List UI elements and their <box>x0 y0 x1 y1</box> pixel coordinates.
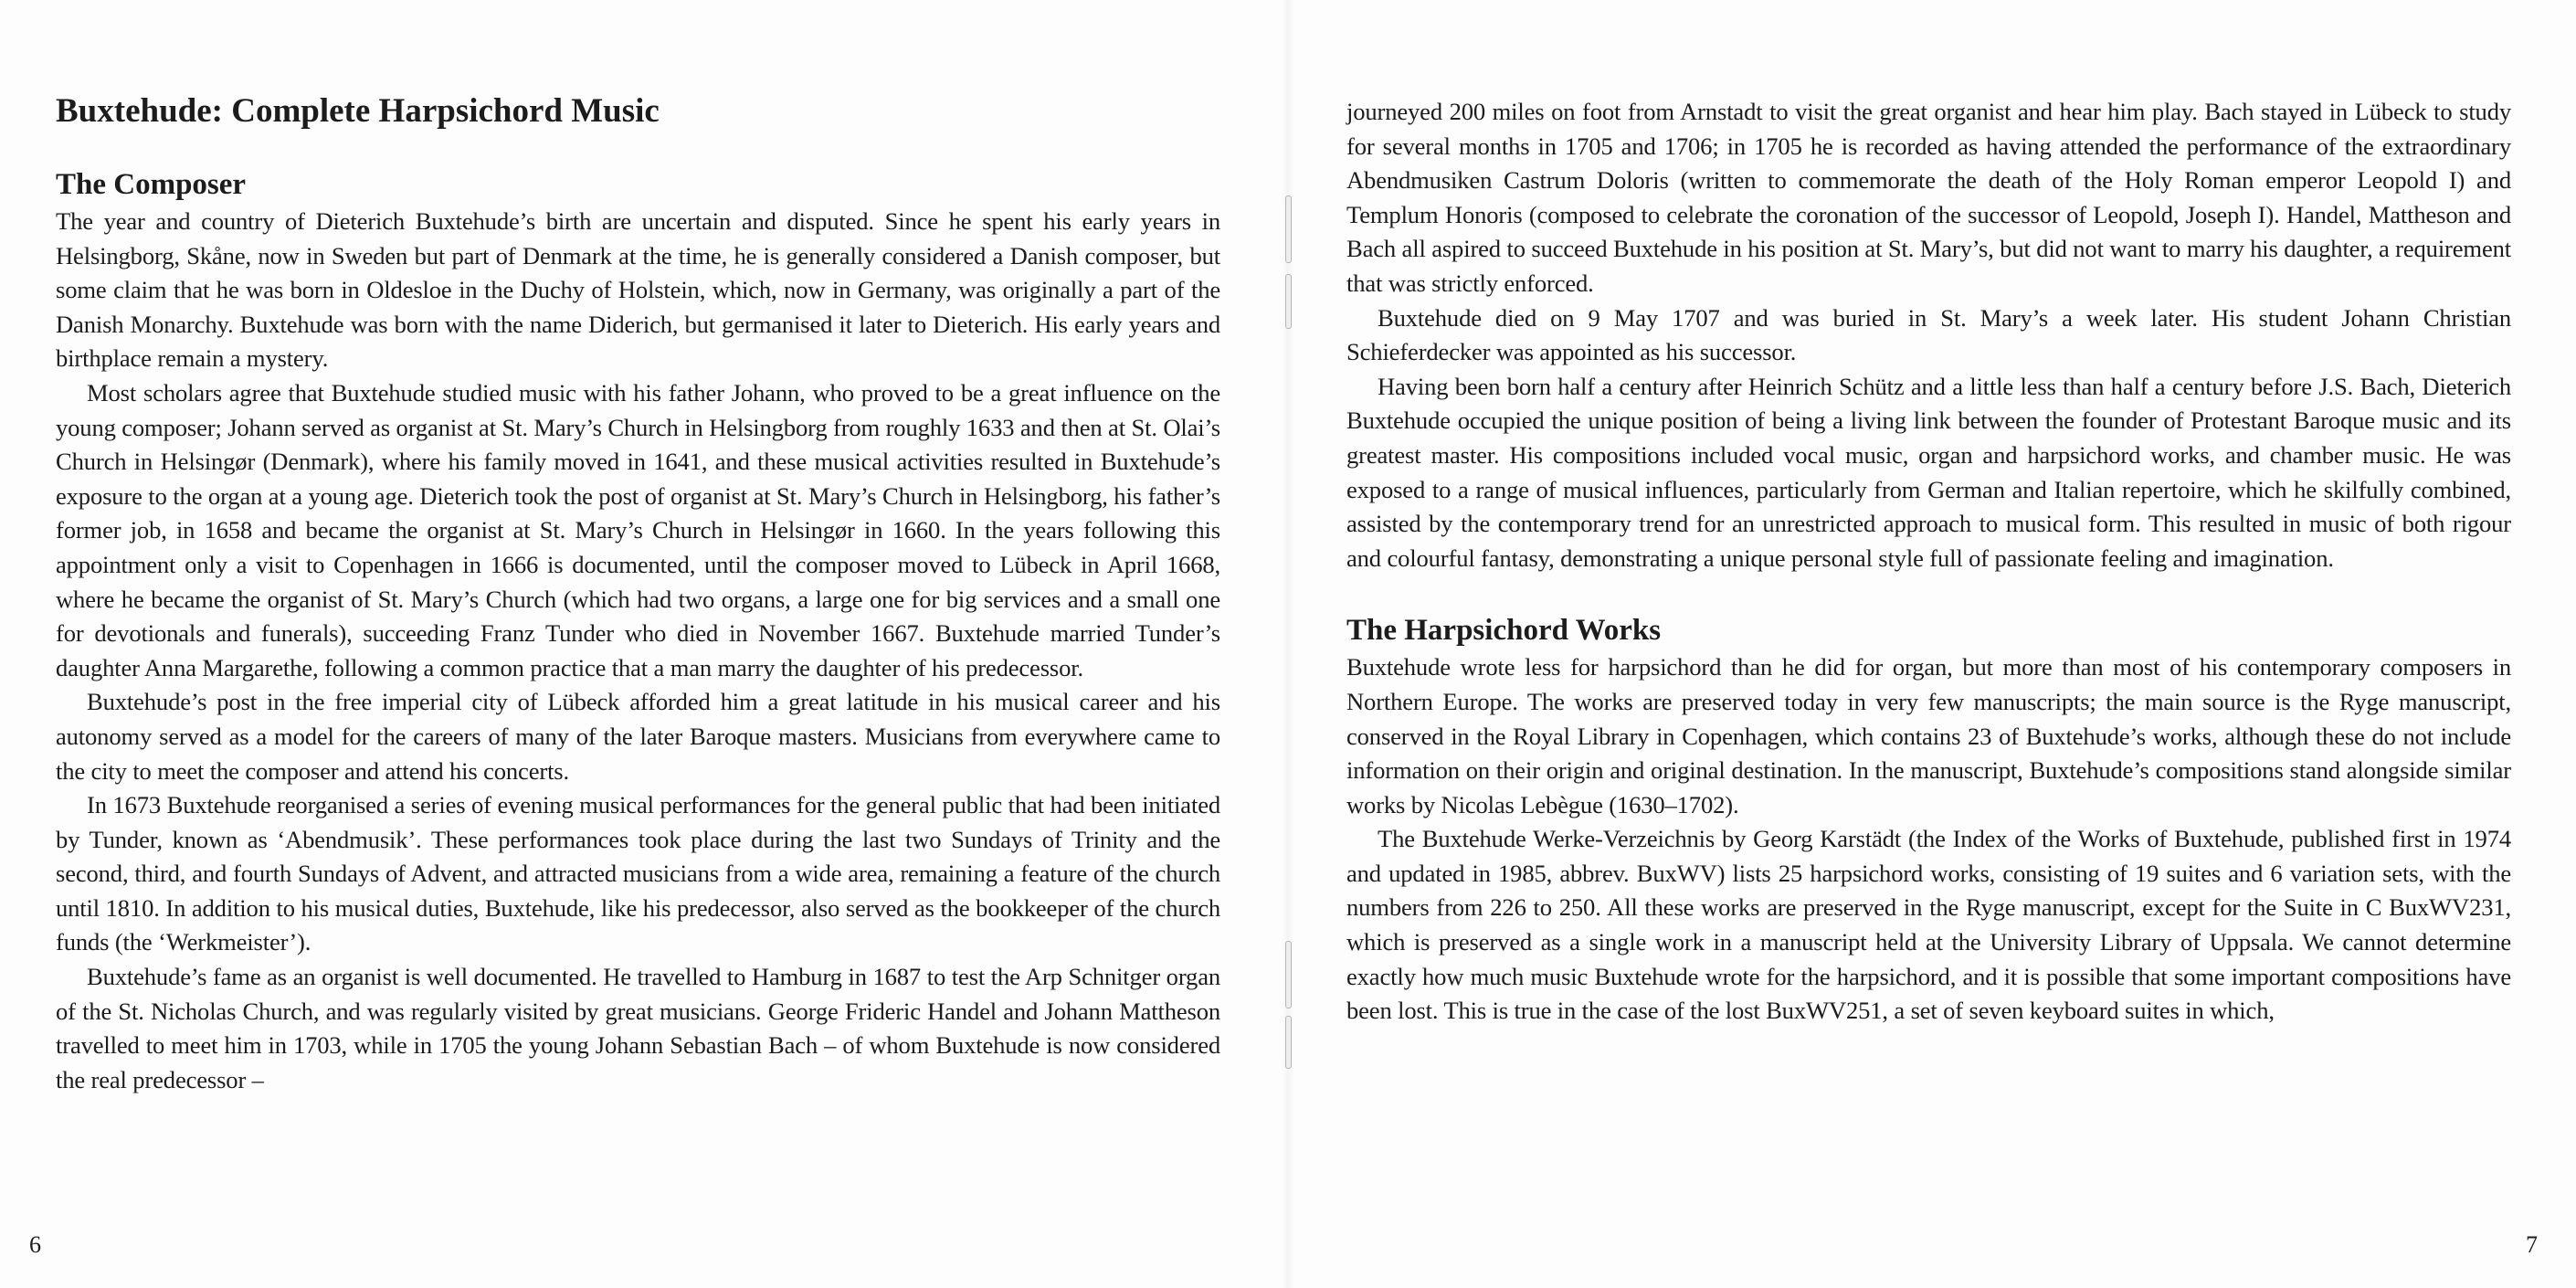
right-text-column <box>1346 95 2511 1029</box>
document-title: Buxtehude: Complete Harpsichord Music <box>56 92 660 130</box>
paragraph: Most scholars agree that Buxtehude studied music with his father Johann, who proved to be a great influence on the young composer; Johann served as organist at St. Mary’s Church in Helsingborg from roughly 1633 and then at St. Olai’s Church in Helsingør (Denmark), where his family moved in 1641, and these musical activities resulted in Buxtehude’s exposure to the organ at a young age. Dieterich took the post of organist at St. Mary’s Church in Helsingborg, his father’s former job, in 1658 and became the organist at St. Mary’s Church in Helsingør in 1660. In the years following this appointment only a visit to Copenhagen in 1666 is documented, until the composer moved to Lübeck in April 1668, where he became the organist of St. Mary’s Church (which had two organs, a large one for big services and a small one for devotionals and funerals), succeeding Franz Tunder who died in November 1667. Buxtehude married Tunder’s daughter Anna Margarethe, following a common practice that a man marry the daughter of his predecessor. <box>56 378 1220 681</box>
paragraph: Buxtehude’s fame as an organist is well documented. He travelled to Hamburg in 1687 to test the Arp Schnitger organ of the St. Nicholas Church, and was regularly visited by great musicians. George Frideric Handel and Johann Mattheson travelled to meet him in 1703, while in 1705 the young Johann Sebastian Bach – of whom Buxtehude is now considered the real predecessor – <box>56 963 1220 1093</box>
section-heading-composer: The Composer <box>56 168 247 201</box>
page-number-right: 7 <box>2526 1231 2538 1258</box>
paragraph: Buxtehude died on 9 May 1707 and was buried in St. Mary’s a week later. His student Johann Christian Schieferdecker was appointed as his successor. <box>1346 303 2511 366</box>
paragraph: journeyed 200 miles on foot from Arnstadt to visit the great organist and hear him play. Bach stayed in Lübeck to study for several months in 1705 and 1706; in 1705 he is recorded as having attended the performance of the extraordinary Abendmusiken Castrum Doloris (written to commemorate the death of the Holy Roman emperor Leopold I) and Templum Honoris (composed to celebrate the coronation of the successor of Leopold, Joseph I). Handel, Mattheson and Bach all aspired to succeed Buxtehude in his position at St. Mary’s, but did not want to marry his daughter, a requirement that was strictly enforced. <box>1346 98 2511 297</box>
right-page <box>1288 0 2576 1288</box>
paragraph: The year and country of Dieterich Buxtehude’s birth are uncertain and disputed. Since he spent his early years in Helsingborg, Skåne, now in Sweden but part of Denmark at the time, he is generally considered a Danish composer, but some claim that he was born in Oldesloe in the Duchy of Holstein, which, now in Germany, was originally a part of the Danish Monarchy. Buxtehude was born with the name Diderich, but germanised it later to Dieterich. His early years and birthplace remain a mystery. <box>56 207 1220 373</box>
page-number-left: 6 <box>29 1231 41 1258</box>
paragraph: In 1673 Buxtehude reorganised a series of evening musical performances for the general public that had been initiated by Tunder, known as ‘Abendmusik’. These performances took place during the last two Sundays of Trinity and the second, third, and fourth Sundays of Advent, and attracted musicians from a wide area, remaining a feature of the church until 1810. In addition to his musical duties, Buxtehude, like his predecessor, also served as the bookkeeper of the church funds (the ‘Werkmeister’). <box>56 791 1220 956</box>
section-spacer <box>1346 575 2511 610</box>
paragraph: The Buxtehude Werke-Verzeichnis by Georg Karstädt (the Index of the Works of Buxtehude, published first in 1974 and updated in 1985, abbrev. BuxWV) lists 25 harpsichord works, consisting of 19 suites and 6 variation sets, with the numbers from 226 to 250. All these works are preserved in the Ryge manuscript, except for the Suite in C BuxWV231, which is preserved as a single work in a manuscript held at the University Library of Uppsala. We cannot determine exactly how much music Buxtehude wrote for the harpsichord, and it is possible that some important compositions have been lost. This is true in the case of the lost BuxWV251, a set of seven keyboard suites in which, <box>1346 825 2511 1025</box>
paragraph: Having been born half a century after Heinrich Schütz and a little less than half a century before J.S. Bach, Dieterich Buxtehude occupied the unique position of being a living link between the founder of Protestant Baroque music and its greatest master. His compositions included vocal music, organ and harpsichord works, and chamber music. He was exposed to a range of musical influences, particularly from German and Italian repertoire, which he skilfully combined, assisted by the contemporary trend for an unrestricted approach to musical form. This resulted in music of both rigour and colourful fantasy, demonstrating a unique personal style full of passionate feeling and imagination. <box>1346 372 2511 572</box>
paragraph: Buxtehude’s post in the free imperial city of Lübeck afforded him a great latitude in his musical career and his autonomy served as a model for the careers of many of the later Baroque masters. Musicians from everywhere came to the city to meet the composer and attend his concerts. <box>56 688 1220 785</box>
left-text-column <box>56 90 1220 1097</box>
paragraph: Buxtehude wrote less for harpsichord than he did for organ, but more than most of his contemporary composers in Northern Europe. The works are preserved today in very few manuscripts; the main source is the Ryge manuscript, conserved in the Royal Library in Copenhagen, which contains 23 of Buxtehude’s works, although these do not include information on their origin and original destination. In the manuscript, Buxtehude’s compositions stand alongside similar works by Nicolas Lebègue (1630–1702). <box>1346 653 2511 818</box>
section-heading-harpsichord-works: The Harpsichord Works <box>1346 614 1662 648</box>
